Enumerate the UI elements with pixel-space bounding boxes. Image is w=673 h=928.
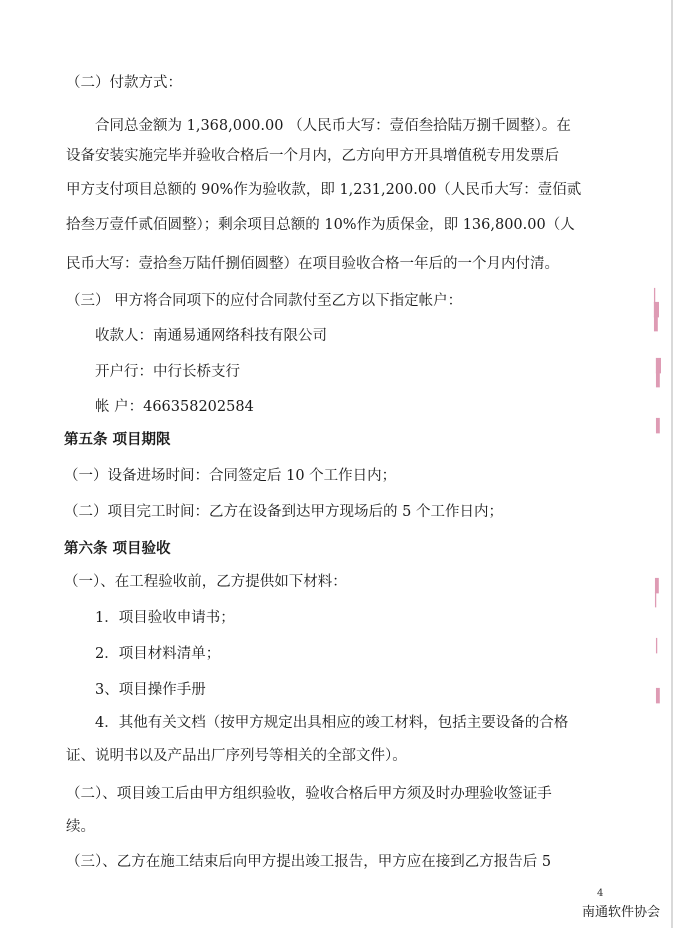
document-page: （二）付款方式： 合同总金额为 1,368,000.00 （人民币大写：壹佰叁拾陆万捌千圆整）。在 设备安装实施完毕并验收合格后一个月内，乙方向甲方开具增值税专用发票后 甲方支付项目总额的 90%作为验收款，即 1,231,200.00（人民币大写：壹佰贰 拾叁万壹仟贰佰圆整）；剩余项目总额的 10%作为质保金，即 136,800.00（人 民币大写：壹拾叁万陆仟捌佰圆整）在项目验收合格一年后的一个月内付清。 （三） 甲方将合同项下的应付合同款付至乙方以下指定帐户： 收款人：南通易通网络科技有限公司 开户行：中行长桥支行 帐 户：466358202584 第五条 项目期限 （一）设备进场时间：合同签定后 10 个工作日内； （二）项目完工时间：乙方在设备到达甲方现场后的 5 个工作日内； 第六条 项目验收 （一）、在工程验收前，乙方提供如下材料： 1．项目验收申请书； 2．项目材料清单； 3、项目操作手册 4．其他有关文档（按甲方规定出具相应的竣工材料，包括主要设备的合格 证、说明书以及产品出厂序列号等相关的全部文件）。 （二）、项目竣工后由甲方组织验收，验收合格后甲方须及时办理验收签证手 续。 （三）、乙方在施工结束后向甲方提出竣工报告，甲方应在接到乙方报告后 5 ▏ ▌ ▍ ▌ ▍ ▍ ▍ ▏ ▏ ▍ 4 南通软件协会: [0, 0, 673, 928]
watermark-text: 南通软件协会: [582, 905, 661, 920]
page-number: 4: [597, 888, 604, 899]
seal-stamp-fragment: ▍: [656, 689, 666, 704]
seal-stamp-fragment: ▌ ▍: [656, 359, 666, 388]
seal-stamp-fragment: ▏: [656, 639, 666, 654]
seal-stamp-fragment: ▏ ▌ ▍: [654, 289, 664, 332]
seal-stamp-fragment: ▍: [656, 419, 666, 434]
seal-stamp-fragment: ▍ ▏: [655, 579, 665, 608]
